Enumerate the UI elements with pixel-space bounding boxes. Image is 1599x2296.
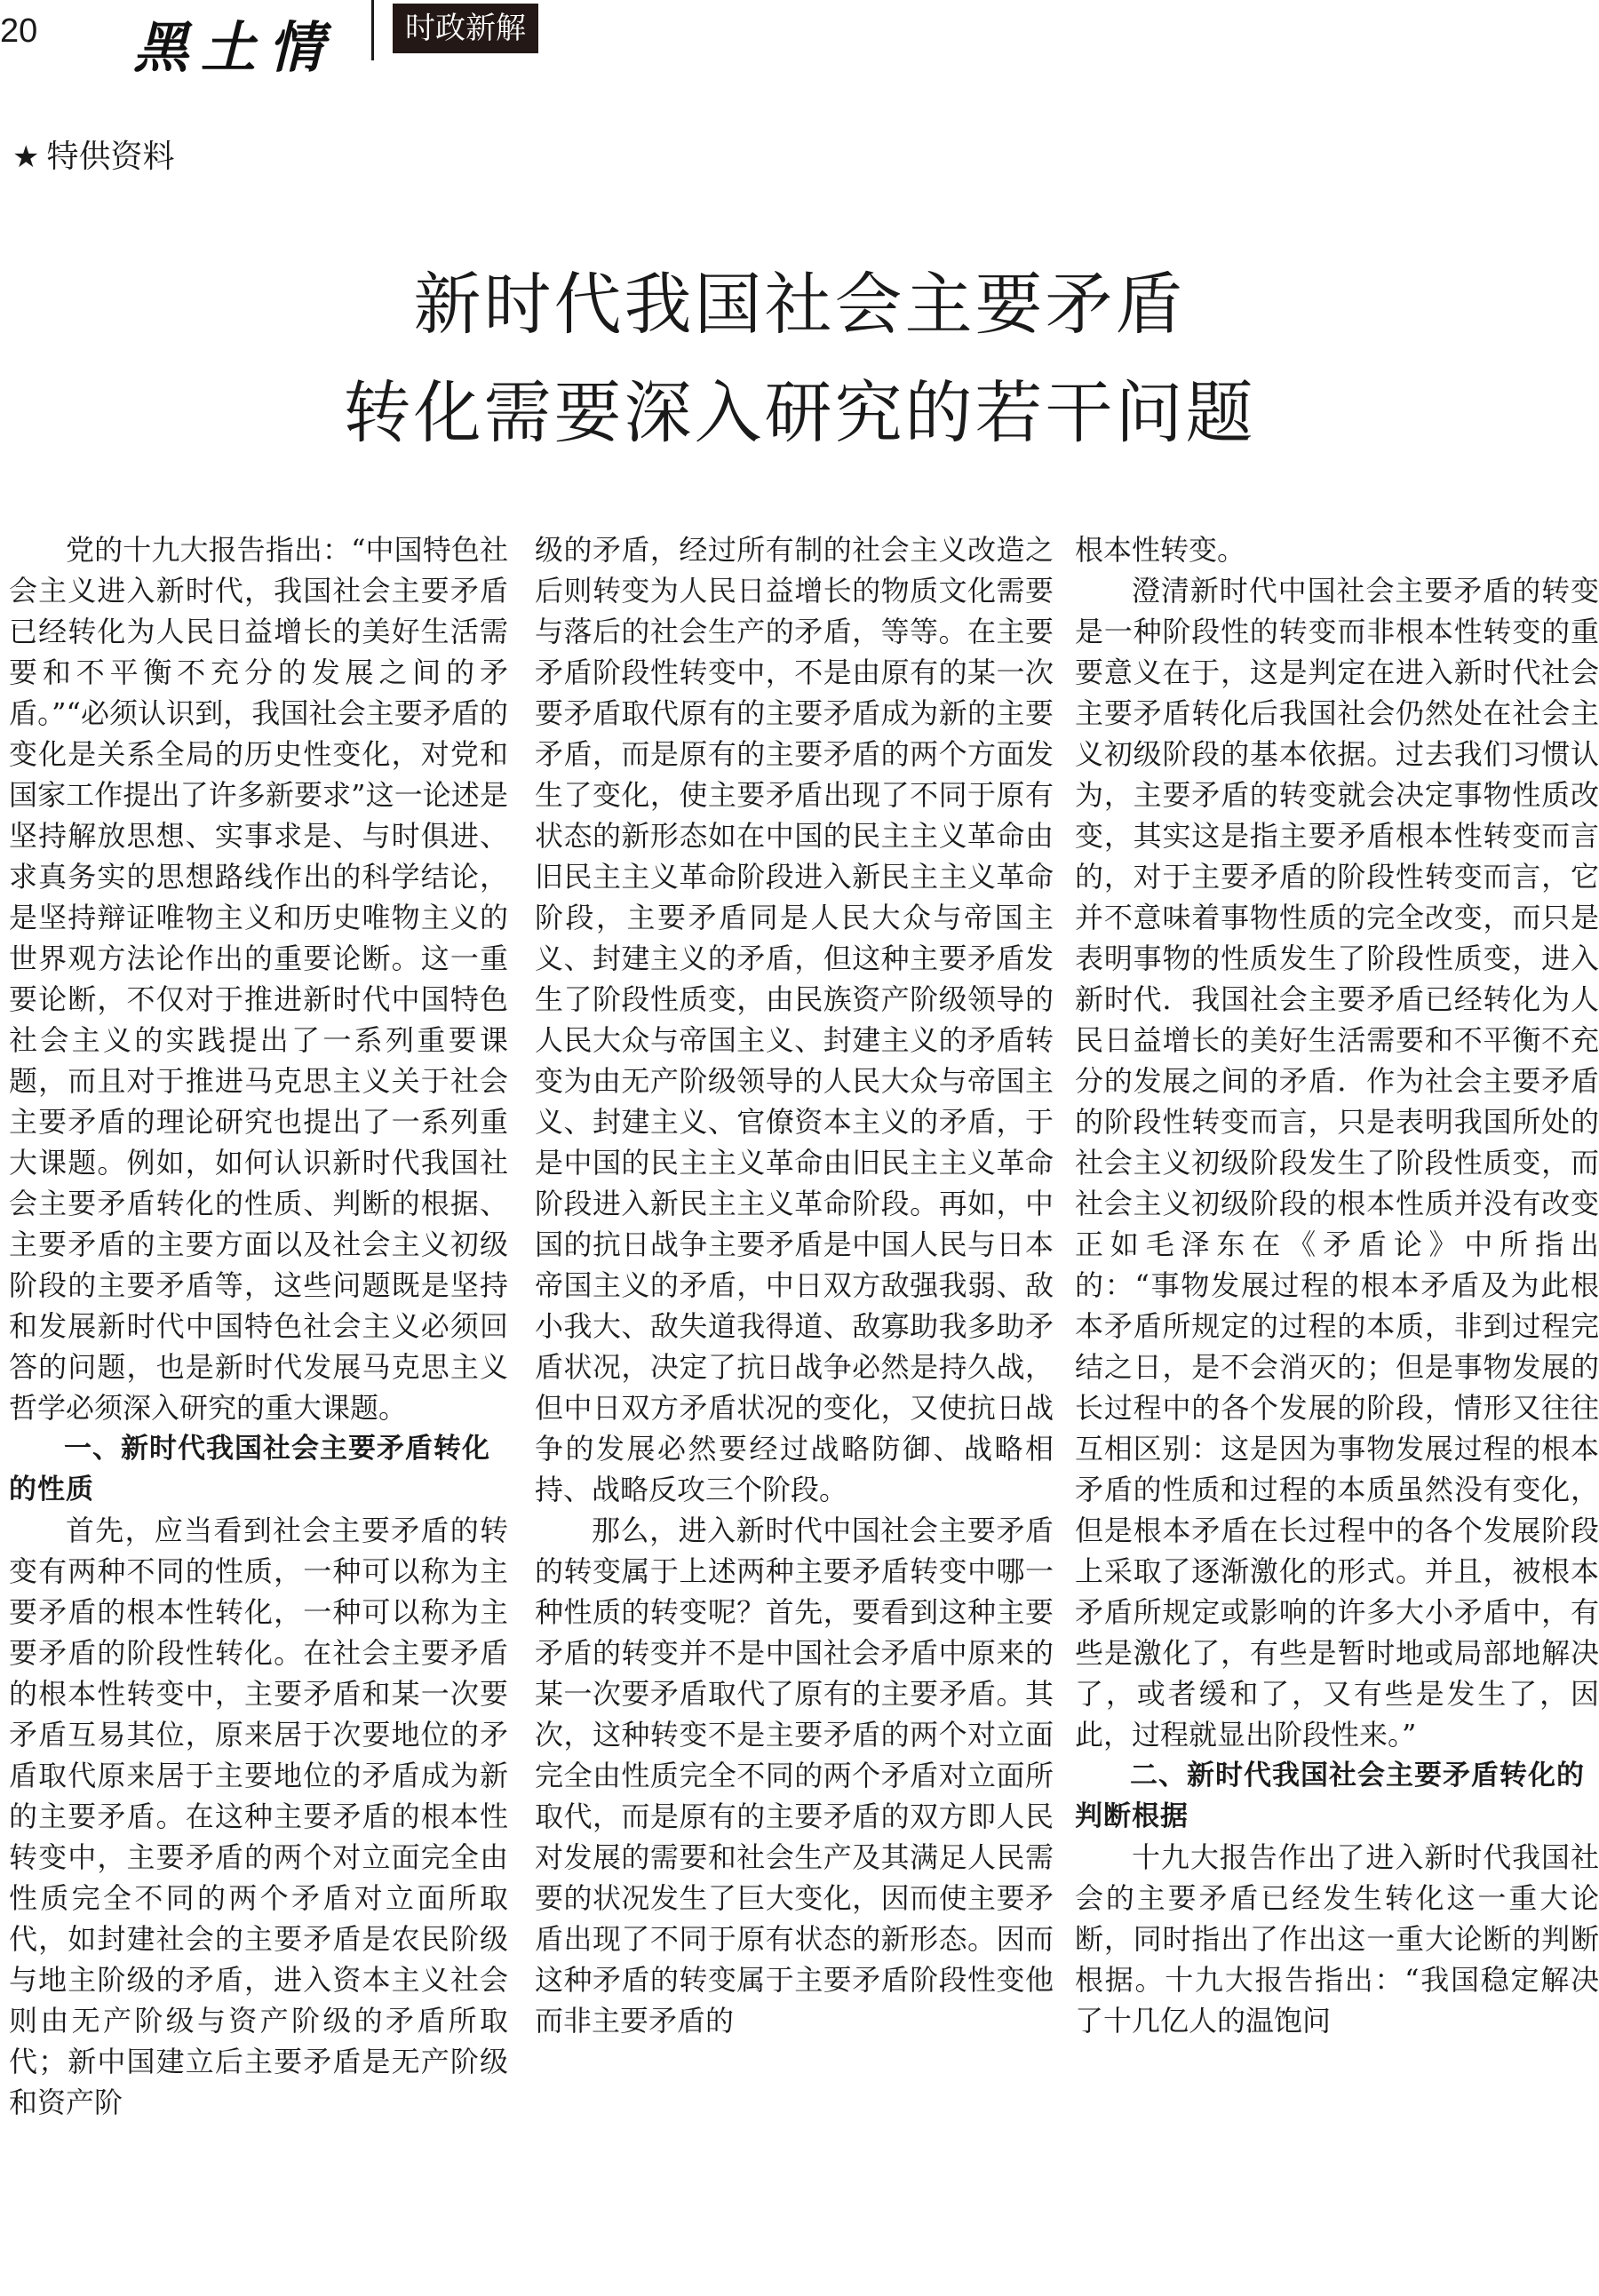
article-title-line1: 新时代我国社会主要矛盾 — [413, 265, 1186, 344]
column-1 — [0, 529, 524, 2296]
masthead-logo: 黑土情 — [133, 15, 337, 80]
column-tag: 时政新解 — [393, 4, 538, 53]
section-heading: 一、新时代我国社会主要矛盾转化的性质 — [9, 1433, 490, 1506]
paragraph: 首先，应当看到社会主要矛盾的转变有两种不同的性质，一种可以称为主要矛盾的根本性转化，一种可以称为主要矛盾的阶段性转化。在社会主要矛盾的根本性转变中，主要矛盾和某一次要矛盾互易其位，原来居于次要地位的矛盾取代原来居于主要地位的矛盾成为新的主要矛盾。在这种主要矛盾的根本性转变中，主要矛盾的两个对立面完全由性质完全不同的两个矛盾对立面所取代，如封建社会的主要矛盾是农民阶级与地主阶级的矛盾，进入资本主义社会则由无产阶级与资产阶级的矛盾所取代；新中国建立后主要矛盾是无产阶级和资产阶 — [9, 1513, 508, 2119]
paragraph: 那么，进入新时代中国社会主要矛盾的转变属于上述两种主要矛盾转变中哪一种性质的转变呢？首先，要看到这种主要矛盾的转变并不是中国社会矛盾中原来的某一次要矛盾取代了原有的主要矛盾。其次，这种转变不是主要矛盾的两个对立面完全由性质完全不同的两个矛盾对立面所取代，而是原有的主要矛盾的双方即人民对发展的需要和社会生产及其满足人民需要的状况发生了巨大变化，因而使主要矛盾出现了不同于原有状态的新形态。因而这种矛盾的转变属于主要矛盾阶段性变他而非主要矛盾的 — [535, 1513, 1054, 2038]
article-body — [0, 529, 1599, 2296]
section-heading: 二、新时代我国社会主要矛盾转化的判断根据 — [1075, 1760, 1585, 1832]
special-label — [12, 131, 175, 177]
star-icon: ★ — [12, 139, 40, 175]
paragraph: 十九大报告作出了进入新时代我国社会的主要矛盾已经发生转化这一重大论断，同时指出了作出这一重大论断的判断根据。十九大报告指出：“我国稳定解决了十几亿人的温饱问 — [1075, 1840, 1599, 2038]
paragraph: 级的矛盾，经过所有制的社会主义改造之后则转变为人民日益增长的物质文化需要与落后的社会生产的矛盾，等等。在主要矛盾阶段性转变中，不是由原有的某一次要矛盾取代原有的主要矛盾成为新的主要矛盾，而是原有的主要矛盾的两个方面发生了变化，使主要矛盾出现了不同于原有状态的新形态如在中国的民主主义革命由旧民主主义革命阶段进入新民主主义革命阶段，主要矛盾同是人民大众与帝国主义、封建主义的矛盾，但这种主要矛盾发生了阶段性质变，由民族资产阶级领导的人民大众与帝国主义、封建主义的矛盾转变为由无产阶级领导的人民大众与帝国主义、封建主义、官僚资本主义的矛盾，于是中国的民主主义革命由旧民主主义革命阶段进入新民主主义革命阶段。再如，中国的抗日战争主要矛盾是中国人民与日本帝国主义的矛盾，中日双方敌强我弱、敌小我大、敌失道我得道、敌寡助我多助矛盾状况，决定了抗日战争必然是持久战，但中日双方矛盾状况的变化，又使抗日战争的发展必然要经过战略防御、战略相持、战略反攻三个阶段。 — [535, 533, 1054, 1506]
special-label-text: 特供资料 — [46, 139, 175, 175]
header-divider — [371, 0, 374, 60]
article-title-line2: 转化需要深入研究的若干问题 — [343, 373, 1256, 452]
paragraph: 根本性转变。 — [1075, 533, 1246, 567]
paragraph: 澄清新时代中国社会主要矛盾的转变是一种阶段性的转变而非根本性转变的重要意义在于，这是判定在进入新时代社会主要矛盾转化后我国社会仍然处在社会主义初级阶段的基本依据。过去我们习惯认为，主要矛盾的转变就会决定事物性质改变，其实这是指主要矛盾根本性转变而言的，对于主要矛盾的阶段性转变而言，它并不意味着事物性质的完全改变，而只是表明事物的性质发生了阶段性质变，进入新时代．我国社会主要矛盾已经转化为人民日益增长的美好生活需要和不平衡不充分的发展之间的矛盾．作为社会主要矛盾的阶段性转变而言，只是表明我国所处的社会主义初级阶段发生了阶段性质变，而社会主义初级阶段的根本性质并没有改变正如毛泽东在《矛盾论》中所指出的：“事物发展过程的根本矛盾及为此根本矛盾所规定的过程的本质，非到过程完结之日，是不会消灭的；但是事物发展的长过程中的各个发展的阶段，情形又往往互相区别：这是因为事物发展过程的根本矛盾的性质和过程的本质虽然没有变化，但是根本矛盾在长过程中的各个发展阶段上采取了逐渐激化的形式。并且，被根本矛盾所规定或影响的许多大小矛盾中，有些是激化了，有些是暂时地或局部地解决了，或者缓和了，又有些是发生了，因此，过程就显出阶段性来。” — [1075, 574, 1599, 1752]
paragraph: 党的十九大报告指出：“中国特色社会主义进入新时代，我国社会主要矛盾已经转化为人民日益增长的美好生活需要和不平衡不充分的发展之间的矛盾。”“必须认识到，我国社会主要矛盾的变化是关系全局的历史性变化，对党和国家工作提出了许多新要求”这一论述是坚持解放思想、实事求是、与时俱进、求真务实的思想路线作出的科学结论，是坚持辩证唯物主义和历史唯物主义的世界观方法论作出的重要论断。这一重要论断，不仅对于推进新时代中国特色社会主义的实践提出了一系列重要课题，而且对于推进马克思主义关于社会主要矛盾的理论研究也提出了一系列重大课题。例如，如何认识新时代我国社会主要矛盾转化的性质、判断的根据、主要矛盾的主要方面以及社会主义初级阶段的主要矛盾等，这些问题既是坚持和发展新时代中国特色社会主义必须回答的问题，也是新时代发展马克思主义哲学必须深入研究的重大课题。 — [9, 533, 508, 1425]
page-number: 20 — [0, 12, 38, 50]
column-3 — [1064, 529, 1599, 2296]
column-2 — [524, 529, 1064, 2296]
